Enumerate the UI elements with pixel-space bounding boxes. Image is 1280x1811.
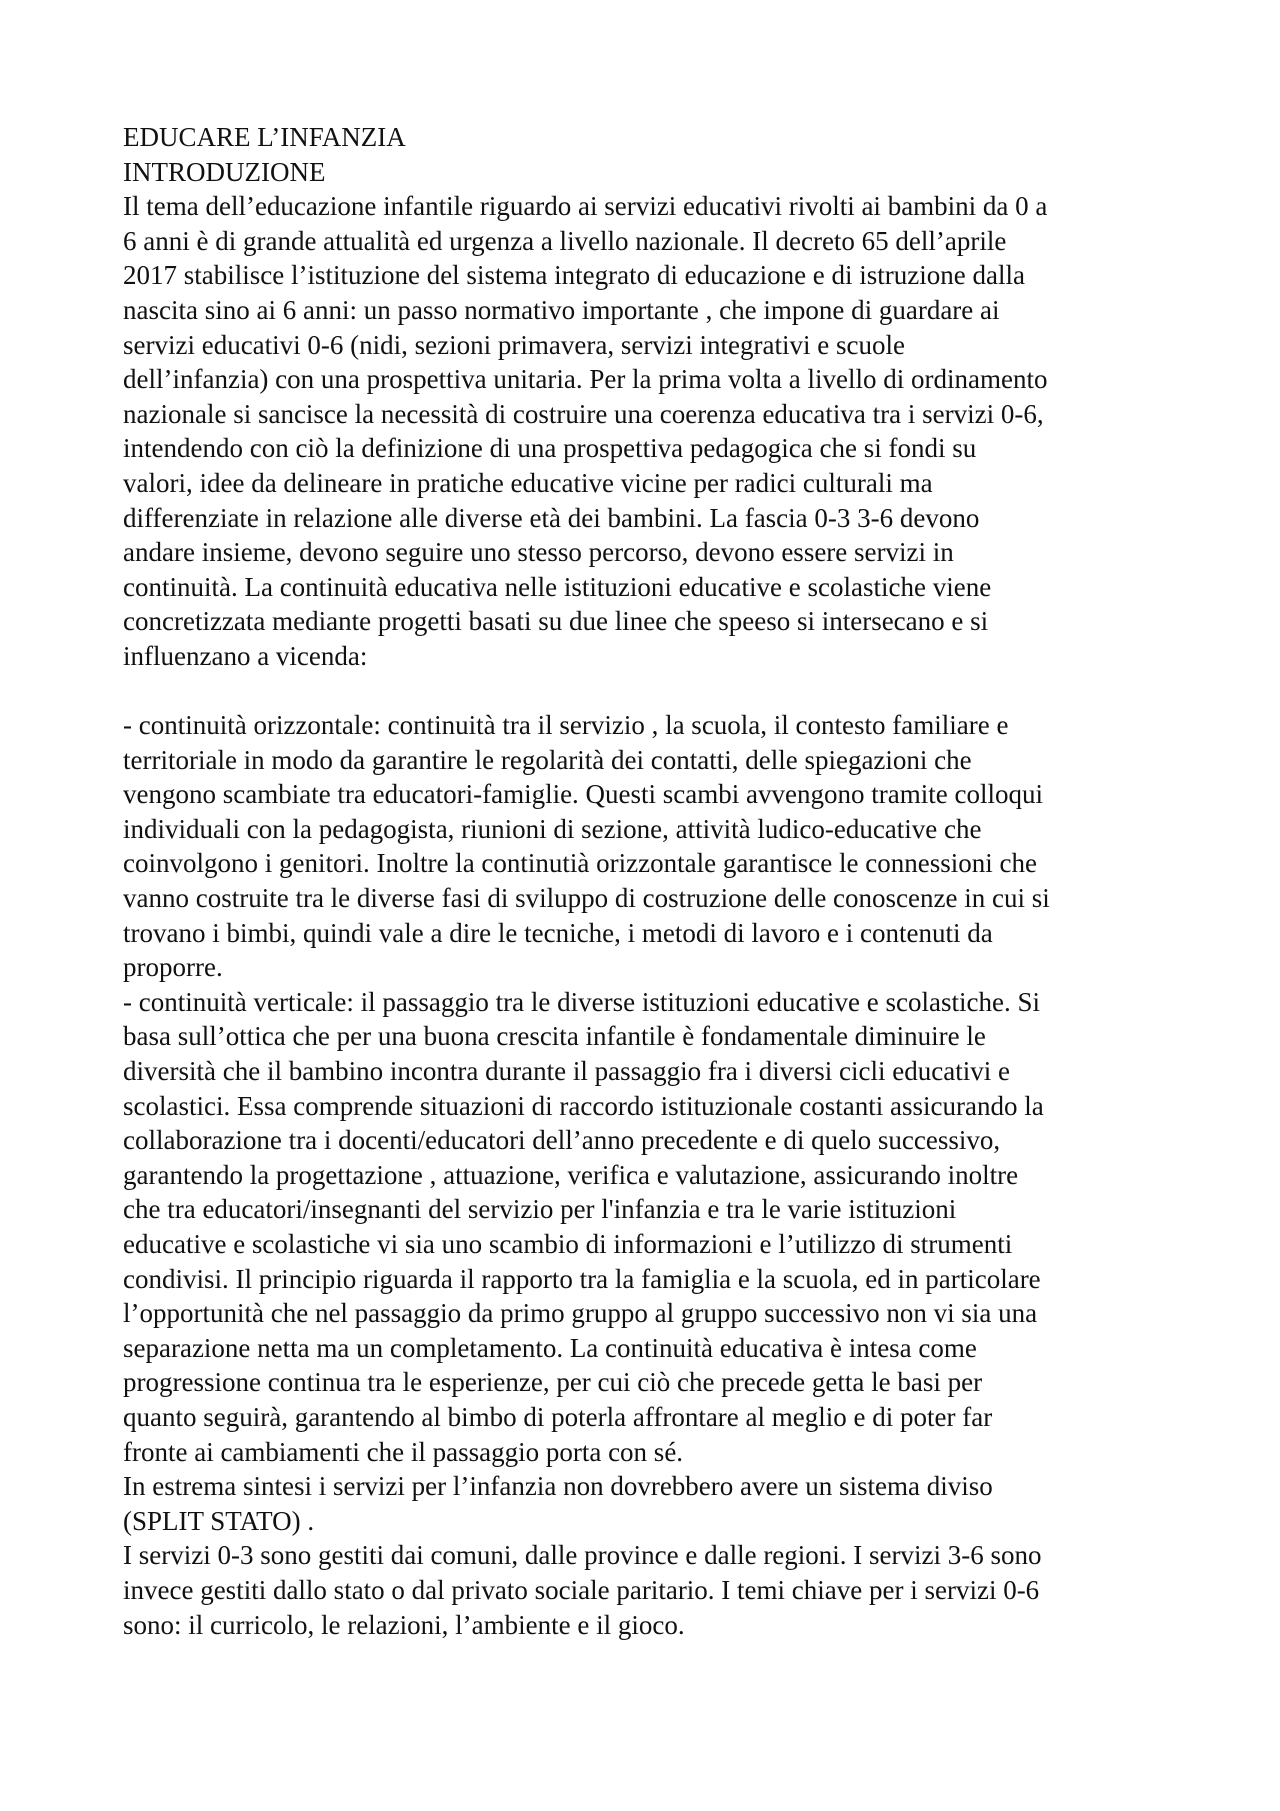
text-line: In estrema sintesi i servizi per l’infanzia non dovrebbero avere un sistema diviso bbox=[123, 1471, 993, 1502]
text-line: progressione continua tra le esperienze, per cui ciò che precede getta le basi per bbox=[123, 1367, 983, 1398]
text-line: andare insieme, devono seguire uno stesso percorso, devono essere servizi in bbox=[123, 537, 954, 568]
text-line: - continuità orizzontale: continuità tra il servizio , la scuola, il contesto familiare e bbox=[123, 710, 1009, 741]
text-line: servizi educativi 0-6 (nidi, sezioni primavera, servizi integrativi e scuole bbox=[123, 329, 905, 360]
text-line: differenziate in relazione alle diverse età dei bambini. La fascia 0-3 3-6 devono bbox=[123, 502, 980, 533]
text-line: invece gestiti dallo stato o dal privato sociale paritario. I temi chiave per i servizi 0-6 bbox=[123, 1574, 1040, 1605]
text-line: proporre. bbox=[123, 952, 223, 983]
document-subtitle: INTRODUZIONE bbox=[123, 156, 326, 187]
text-line: 2017 stabilisce l’istituzione del sistema integrato di educazione e di istruzione dalla bbox=[123, 260, 1025, 291]
text-line: dell’infanzia) con una prospettiva unitaria. Per la prima volta a livello di ordinamento bbox=[123, 364, 1048, 395]
text-line: concretizzata mediante progetti basati su due linee che speeso si intersecano e si bbox=[123, 606, 989, 637]
text-line: sono: il curricolo, le relazioni, l’ambiente e il gioco. bbox=[123, 1609, 685, 1640]
text-line: garantendo la progettazione , attuazione, verifica e valutazione, assicurando inoltre bbox=[123, 1159, 1019, 1190]
text-line: intendendo con ciò la definizione di una prospettiva pedagogica che si fondi su bbox=[123, 433, 977, 464]
text-line: fronte ai cambiamenti che il passaggio porta con sé. bbox=[123, 1436, 684, 1467]
text-line: quanto seguirà, garantendo al bimbo di poterla affrontare al meglio e di poter far bbox=[123, 1401, 993, 1432]
text-line: l’opportunità che nel passaggio da primo gruppo al gruppo successivo non vi sia una bbox=[123, 1298, 1038, 1329]
text-line: continuità. La continuità educativa nelle istituzioni educative e scolastiche viene bbox=[123, 571, 992, 602]
text-line: basa sull’ottica che per una buona crescita infantile è fondamentale diminuire le bbox=[123, 1021, 986, 1052]
text-line: scolastici. Essa comprende situazioni di raccordo istituzionale costanti assicurando la bbox=[123, 1090, 1044, 1121]
text-line: vengono scambiate tra educatori-famiglie. Questi scambi avvengono tramite colloqui bbox=[123, 779, 1043, 810]
paragraph-continuity bbox=[123, 708, 1183, 1642]
paragraph-introduction bbox=[123, 189, 1183, 673]
text-line: che tra educatori/insegnanti del servizio per l'infanzia e tra le varie istituzioni bbox=[123, 1194, 957, 1225]
text-line: influenzano a vicenda: bbox=[123, 640, 368, 671]
text-line: - continuità verticale: il passaggio tra le diverse istituzioni educative e scolastiche. Si bbox=[123, 986, 1040, 1017]
text-line: Il tema dell’educazione infantile riguardo ai servizi educativi rivolti ai bambini da 0 a bbox=[123, 191, 1048, 222]
text-line: condivisi. Il principio riguarda il rapporto tra la famiglia e la scuola, ed in particolare bbox=[123, 1263, 1041, 1294]
text-line: I servizi 0-3 sono gestiti dai comuni, dalle province e dalle regioni. I servizi 3-6 sono bbox=[123, 1540, 1042, 1571]
text-line: coinvolgono i genitori. Inoltre la continutià orizzontale garantisce le connessioni che bbox=[123, 848, 1037, 879]
document-title: EDUCARE L’INFANZIA bbox=[123, 122, 406, 152]
text-line: educative e scolastiche vi sia uno scambio di informazioni e l’utilizzo di strumenti bbox=[123, 1229, 1013, 1259]
text-line: 6 anni è di grande attualità ed urgenza a livello nazionale. Il decreto 65 dell’aprile bbox=[123, 225, 1007, 256]
text-line: trovano i bimbi, quindi vale a dire le tecniche, i metodi di lavoro e i contenuti da bbox=[123, 917, 993, 948]
text-line: diversità che il bambino incontra durante il passaggio fra i diversi cicli educativi e bbox=[123, 1056, 1010, 1087]
blank-line bbox=[123, 674, 1183, 709]
text-line: vanno costruite tra le diverse fasi di sviluppo di costruzione delle conoscenze in cui si bbox=[123, 883, 1050, 914]
document-body bbox=[123, 120, 1183, 1642]
text-line: territoriale in modo da garantire le regolarità dei contatti, delle spiegazioni che bbox=[123, 744, 972, 775]
text-line: individuali con la pedagogista, riunioni di sezione, attività ludico-educative che bbox=[123, 813, 982, 844]
text-line: valori, idee da delineare in pratiche educative vicine per radici culturali ma bbox=[123, 467, 933, 498]
text-line: collaborazione tra i docenti/educatori dell’anno precedente e di quelo successivo, bbox=[123, 1125, 1001, 1156]
text-line: nascita sino ai 6 anni: un passo normativo importante , che impone di guardare ai bbox=[123, 294, 1000, 325]
text-line: nazionale si sancisce la necessità di costruire una coerenza educativa tra i servizi 0-6, bbox=[123, 398, 1044, 429]
text-line: (SPLIT STATO) . bbox=[123, 1505, 315, 1536]
text-line: separazione netta ma un completamento. La continuità educativa è intesa come bbox=[123, 1332, 977, 1363]
